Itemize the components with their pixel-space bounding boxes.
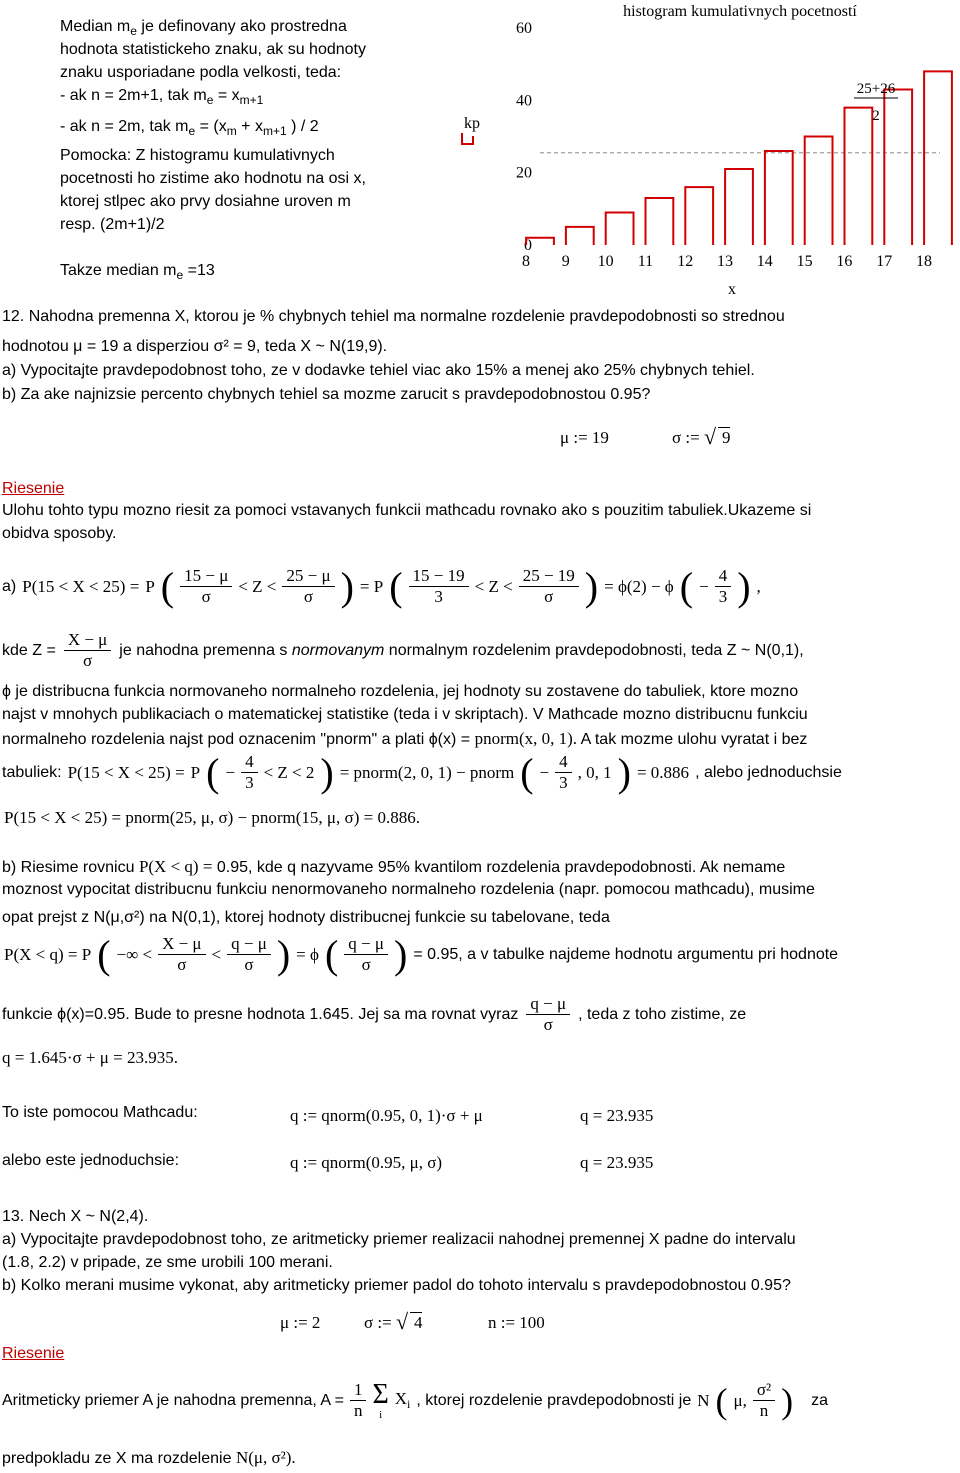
x-tick-label: 16 <box>836 253 853 270</box>
def-sigma-sqrt4: σ := √ 4 <box>364 1309 423 1334</box>
fraction: $\frac{15 - 19}{3}$ <box>409 566 469 607</box>
x-tick-label: 9 <box>561 253 570 270</box>
simple-equation: P(15 < X < 25) = pnorm(25, μ, σ) − pnorm(15, μ, σ) = 0.886. <box>4 808 420 827</box>
mathcad-label-1: To iste pomocou Mathcadu: <box>2 1104 198 1121</box>
histogram-bar <box>646 198 674 245</box>
median-result: Takze median $m_e =13$ <box>60 262 215 282</box>
sqrt-icon: √ <box>395 1309 409 1334</box>
fraction: $\frac{4}{3}$ <box>555 752 572 793</box>
predpoklad-line: predpokladu ze X ma rozdelenie N(μ, σ²). <box>2 1448 296 1467</box>
fraction: $\frac{X - \mu}{\sigma}$ <box>158 934 205 975</box>
problem-12-line-1 <box>2 308 785 326</box>
kde-z-definition: kde Z = $\frac{X - \mu}{\sigma}$ je nahodna premenna s normovanym normalnym rozdelenim pravdepodobnosti, teda Z ~ N(0,1), <box>2 630 804 670</box>
fraction: $\frac{1}{n}$ <box>350 1380 367 1421</box>
histogram-bar <box>566 227 594 245</box>
y-tick-label: 0 <box>524 237 532 254</box>
problem-12-line-2: hodnotou μ = 19 a disperziou σ² = 9, teda X ~ N(19,9). <box>2 338 388 355</box>
median-line-7: pocetnosti ho zistime ako hodnotu na osi x, <box>60 170 366 187</box>
x-tick-label: 13 <box>717 253 733 270</box>
x-tick-label: 10 <box>597 253 614 270</box>
mathcad-result-2: q = 23.935 <box>580 1153 654 1172</box>
b-line-2: moznost vypocitat distribucnu funkciu nenormovaneho normalneho rozdelenia (napr. pomocou mathcadu), musime <box>2 881 815 898</box>
x-tick-label: 11 <box>637 253 654 270</box>
fraction: $\frac{25 - 19}{\sigma}$ <box>519 566 579 607</box>
fraction: $\frac{25 - \mu}{\sigma}$ <box>282 566 334 607</box>
equation-b: P(X < q) = P ( −∞ < $\frac{X - \mu}{\sigma}$ < $\frac{q - \mu}{\sigma}$ ) = ϕ ( $\frac{q - \mu}{\sigma}$ ) = 0.95, a v tabulke najdeme hodnotu argumentu pri hodnote <box>4 931 839 977</box>
funkcie-line: funkcie ϕ(x)=0.95. Bude to presne hodnota 1.645. Jej sa ma rovnat vyraz $\frac{q - \mu}{\sigma}$ , teda z toho zistime, ze <box>2 994 747 1034</box>
median-line-6: Pomocka: Z histogramu kumulativnych <box>60 147 335 164</box>
def-n-100: n := 100 <box>488 1313 545 1332</box>
mathcad-result-1: q = 23.935 <box>580 1106 654 1125</box>
y-tick-label: 20 <box>516 164 532 182</box>
chart-xlabel: x <box>728 281 736 298</box>
q-result-line: q = 1.645·σ + μ = 23.935. <box>2 1048 178 1067</box>
fraction: $\frac{15 - \mu}{\sigma}$ <box>180 566 232 607</box>
phi-line-2: najst v mnohych publikaciach o matematickej statistike (teda i v skriptach). V Mathcade mozno distribucnu funkciu <box>2 706 808 723</box>
median-line-1: Median $m_e$ je definovany ako prostredna <box>60 18 347 38</box>
fraction: $\frac{X - \mu}{\sigma}$ <box>64 630 111 671</box>
histogram-bar <box>765 151 793 245</box>
fraction: $\frac{4}{3}$ <box>715 566 732 607</box>
def-mu-19: μ := 19 <box>560 428 609 447</box>
histogram-bar <box>606 212 634 245</box>
def-sigma-sqrt9: σ := √ 9 <box>672 424 731 449</box>
phi-line-3: normalneho rozdelenia najst pod oznacenim "pnorm" a plati ϕ(x) = pnorm(x, 0, 1). A tak mozme ulohu vyratat i bez <box>2 729 808 748</box>
median-line-9: resp. (2m+1)/2 <box>60 216 165 233</box>
y-tick-label: 60 <box>516 20 532 37</box>
problem-12-part-a: a) Vypocitajte pravdepodobnost toho, ze v dodavke tehiel viac ako 15% a menej ako 25% chybnych tehiel. <box>2 362 755 379</box>
median-line-2: hodnota statistickeho znaku, ak su hodnoty <box>60 41 366 58</box>
problem-13-part-a-cont: (1.8, 2.2) v pripade, ze sme urobili 100 merani. <box>2 1254 333 1271</box>
histogram-bar <box>685 187 713 245</box>
histogram-bar <box>924 71 952 245</box>
b-line-3: opat prejst z N(μ,σ²) na N(0,1), ktorej hodnoty distribucnej funkcie su tabelovane, teda <box>2 909 610 926</box>
cumulative-histogram-chart <box>440 0 960 300</box>
sum-icon: Σ i <box>372 1378 389 1421</box>
chart-ylabel: kp <box>464 115 480 132</box>
problem-12-part-b: b) Za ake najnizsie percento chybnych tehiel sa mozme zarucit s pravdepodobnostou 0.95? <box>2 386 651 403</box>
problem-12-text: Nahodna premenna X, ktorou je % chybnych tehiel ma normalne rozdelenie pravdepodobnosti so strednou <box>28 308 785 325</box>
fraction: $\frac{q - \mu}{\sigma}$ <box>344 934 388 975</box>
mathcad-expr-2: q := qnorm(0.95, μ, σ) <box>290 1153 443 1172</box>
equation-a: a) P(15 < X < 25) = P ( $\frac{15 - \mu}{\sigma}$ < Z < $\frac{25 - \mu}{\sigma}$ ) = P ( $\frac{15 - 19}{3}$ < Z < $\frac{25 - 19}{\sigma}$ ) = ϕ(2) − ϕ ( − $\frac{4}{3}$ ) , <box>2 563 761 609</box>
median-line-5: - ak n = 2m, tak $m_e = (x_m + x_{m+1}$ ) / 2 <box>60 118 319 138</box>
annotation-denominator: 2 <box>872 108 880 124</box>
x-tick-label: 8 <box>522 253 530 270</box>
x-tick-label: 18 <box>916 253 932 270</box>
fraction: $\frac{4}{3}$ <box>241 752 258 793</box>
median-line-8: ktorej stlpec ako prvy dosiahne uroven m <box>60 193 351 210</box>
ylabel-marker <box>462 133 473 144</box>
problem-13-part-b: b) Kolko merani musime vykonat, aby aritmeticky priemer padol do tohoto intervalu s pravdepodobnostou 0.95? <box>2 1277 791 1294</box>
x-tick-label: 12 <box>677 253 694 270</box>
problem-13-part-a: a) Vypocitajte pravdepodobnost toho, ze aritmeticky priemer realizacii nahodnej premennej X padne do intervalu <box>2 1231 796 1248</box>
problem-13-number: 13. <box>2 1208 25 1225</box>
mathcad-label-2: alebo este jednoduchsie: <box>2 1152 180 1169</box>
intro-line-2: obidva sposoby. <box>2 525 117 542</box>
fraction: $\frac{q - \mu}{\sigma}$ <box>526 994 570 1035</box>
problem-13-line-1: 13. Nech X ~ N(2,4). <box>2 1208 149 1225</box>
chart-title: histogram kumulativnych pocetností <box>623 3 857 20</box>
intro-line-1: Ulohu tohto typu mozno riesit za pomoci vstavanych funkcii mathcadu rovnako ako s pouzitim tabuliek.Ukazeme si <box>2 502 812 519</box>
histogram-bar <box>845 108 873 245</box>
x-tick-label: 17 <box>876 253 893 270</box>
b-line-1: b) Riesime rovnicu P(X < q) = 0.95, kde q nazyvame 95% kvantilom rozdelenia pravdepodobnosti. Ak nemame <box>2 857 786 876</box>
phi-line-1: ϕ je distribucna funkcia normovaneho normalneho rozdelenia, jej hodnoty su zostavene do tabuliek, ktore mozno <box>2 683 799 700</box>
x-tick-label: 14 <box>756 253 773 270</box>
riesenie-heading-13: Riesenie <box>2 1345 65 1362</box>
annotation-numerator: 25+26 <box>856 81 896 97</box>
histogram-bar <box>884 89 912 245</box>
def-mu-2: μ := 2 <box>280 1313 321 1332</box>
x-tick-label: 15 <box>796 253 813 270</box>
histogram-bar <box>725 169 753 245</box>
equation-tabuliek: tabuliek: P(15 < X < 25) = P ( − $\frac{4}{3}$ < Z < 2 ) = pnorm(2, 0, 1) − pnorm ( − $\frac{4}{3}$ , 0, 1 ) = 0.886 , alebo jednoduchsie <box>2 749 842 795</box>
riesenie-heading-12: Riesenie <box>2 480 65 497</box>
median-line-3: znaku usporiadane podla velkosti, teda: <box>60 64 342 81</box>
problem-12-number: 12. <box>2 308 25 325</box>
y-tick-label: 40 <box>516 92 532 110</box>
median-line-4: - ak n = 2m+1, tak $m_e = x_{m+1}$ <box>60 87 264 107</box>
fraction: $\frac{q - \mu}{\sigma}$ <box>227 934 271 975</box>
sqrt-icon: √ <box>703 424 717 449</box>
mathcad-expr-1: q := qnorm(0.95, 0, 1)·σ + μ <box>290 1106 483 1125</box>
arithmetic-mean-line: Aritmeticky priemer A je nahodna premenna, A = $\frac{1}{n}$ Σ i $X_i$ , ktorej rozdelenie pravdepodobnosti je N ( μ, $\frac{\text{σ²}}{n}$ ) za <box>2 1378 829 1421</box>
fraction: $\frac{\text{σ²}}{n}$ <box>753 1380 775 1421</box>
